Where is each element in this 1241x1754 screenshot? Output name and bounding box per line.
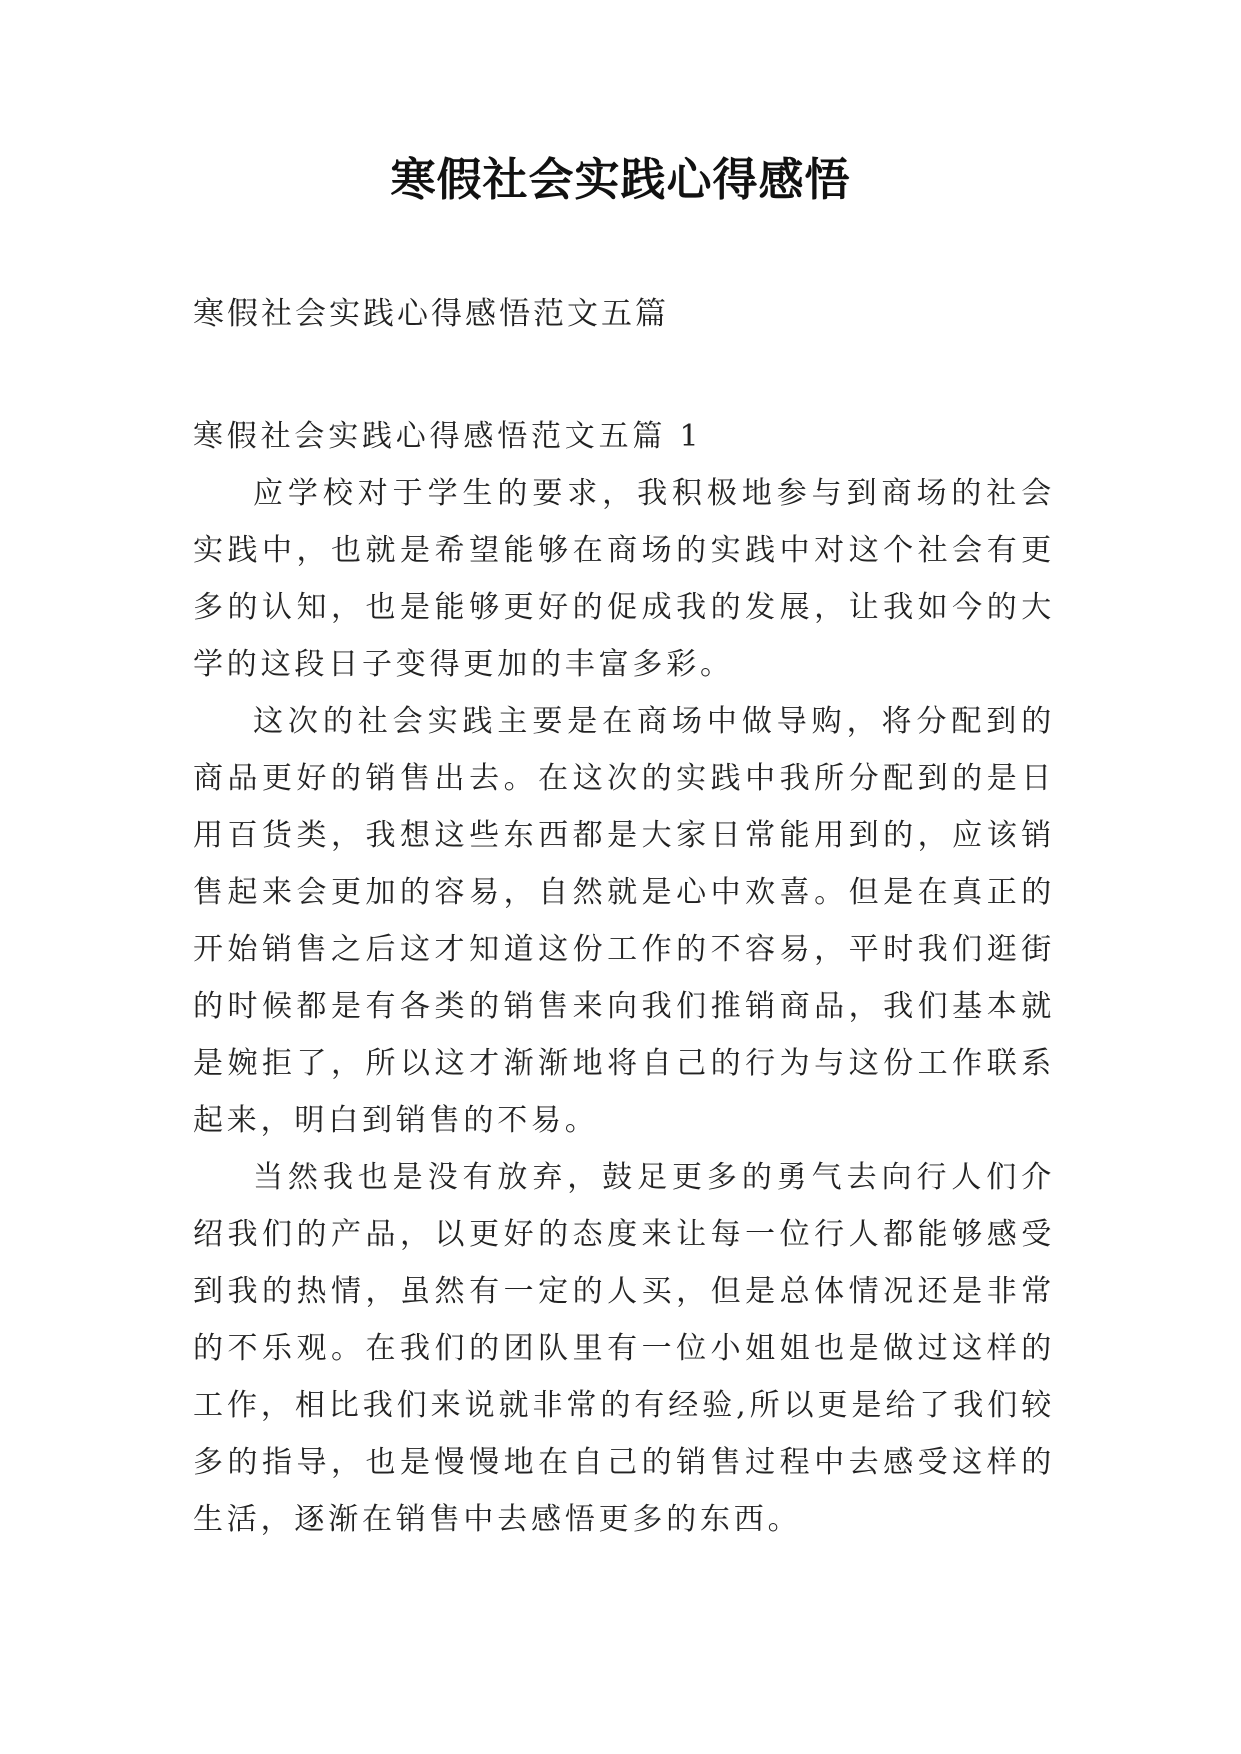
document-body bbox=[193, 408, 1055, 1548]
section-heading: 寒假社会实践心得感悟范文五篇 1 bbox=[193, 419, 703, 454]
document-subtitle: 寒假社会实践心得感悟范文五篇 bbox=[193, 296, 669, 332]
paragraph-3: 当然我也是没有放弃，鼓足更多的勇气去向行人们介绍我们的产品，以更好的态度来让每一位行人都能够感受到我的热情，虽然有一定的人买，但是总体情况还是非常的不乐观。在我们的团队里有一位小姐姐也是做过这样的工作，相比我们来说就非常的有经验,所以更是给了我们较多的指导，也是慢慢地在自己的销售过程中去感受这样的生活，逐渐在销售中去感悟更多的东西。 bbox=[193, 1160, 1055, 1537]
paragraph-1: 应学校对于学生的要求，我积极地参与到商场的社会实践中，也就是希望能够在商场的实践中对这个社会有更多的认知，也是能够更好的促成我的发展，让我如今的大学的这段日子变得更加的丰富多彩。 bbox=[193, 476, 1055, 682]
paragraph-2: 这次的社会实践主要是在商场中做导购，将分配到的商品更好的销售出去。在这次的实践中我所分配到的是日用百货类，我想这些东西都是大家日常能用到的，应该销售起来会更加的容易，自然就是心中欢喜。但是在真正的开始销售之后这才知道这份工作的不容易，平时我们逛街的时候都是有各类的销售来向我们推销商品，我们基本就是婉拒了，所以这才渐渐地将自己的行为与这份工作联系起来，明白到销售的不易。 bbox=[193, 704, 1055, 1138]
document-title: 寒假社会实践心得感悟 bbox=[390, 153, 851, 206]
